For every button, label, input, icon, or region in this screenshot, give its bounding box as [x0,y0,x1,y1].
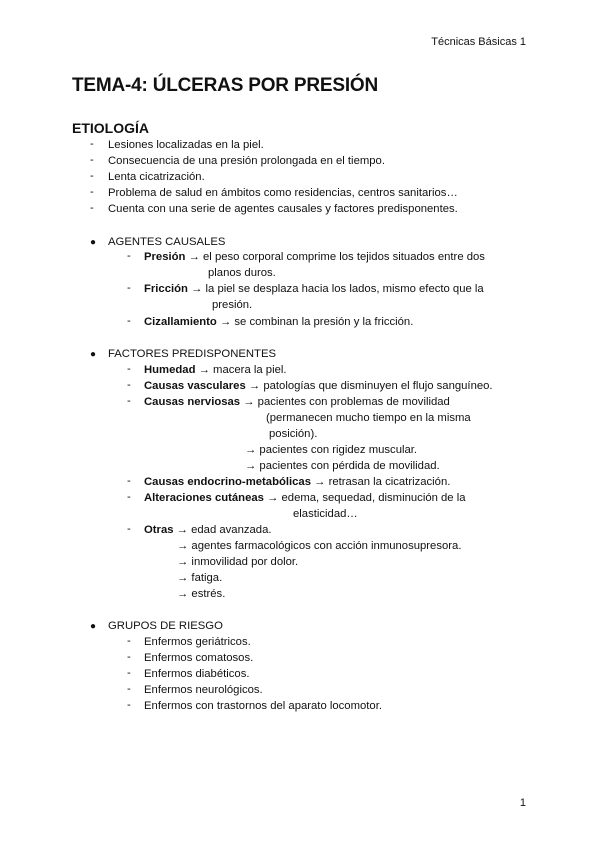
factor-description: → macera la piel. [198,364,287,376]
factor-item-cutaneas [144,490,466,506]
bullet-marker: ● [90,237,97,248]
factor-item-endocrino [144,474,450,490]
list-item: Enfermos neurológicos. [144,684,263,696]
factor-description: → retrasan la cicatrización. [314,476,451,488]
dash-marker: - [127,635,131,647]
factor-term: Causas vasculares [144,380,246,392]
factor-item-nerviosas [144,394,450,410]
bullet-marker: ● [90,349,97,360]
factor-description-continuation: elasticidad… [293,508,358,520]
factor-subitem: → pacientes con pérdida de movilidad. [245,460,440,472]
agent-term: Cizallamiento [144,316,217,328]
dash-marker: - [127,250,131,262]
dash-marker: - [127,379,131,391]
agent-description-continuation: presión. [212,299,253,311]
agent-item-presion [144,249,485,265]
factor-subitem: → pacientes con rigidez muscular. [245,444,418,456]
dash-marker: - [127,651,131,663]
dash-marker: - [127,667,131,679]
document-title: TEMA-4: ÚLCERAS POR PRESIÓN [72,75,379,96]
agent-term: Presión [144,251,186,263]
factor-item-otras [144,522,272,538]
factor-description-continuation: (permanecen mucho tiempo en la misma [266,412,471,424]
agent-item-cizallamiento [144,314,413,330]
dash-marker: - [127,395,131,407]
list-item: Lesiones localizadas en la piel. [108,139,264,151]
agent-description: → la piel se desplaza hacia los lados, mismo efecto que la [191,283,484,295]
list-item: Enfermos con trastornos del aparato locomotor. [144,700,382,712]
dash-marker: - [90,202,94,214]
list-item: Lenta cicatrización. [108,171,205,183]
dash-marker: - [90,170,94,182]
agent-description: → el peso corporal comprime los tejidos situados entre dos [188,251,485,263]
factor-term: Humedad [144,364,196,376]
list-item: Consecuencia de una presión prolongada en el tiempo. [108,155,385,167]
dash-marker: - [127,523,131,535]
factor-term: Alteraciones cutáneas [144,492,264,504]
list-item: Problema de salud en ámbitos como residencias, centros sanitarios… [108,187,458,199]
bullet-marker: ● [90,621,97,632]
dash-marker: - [90,154,94,166]
factor-term: Otras [144,524,174,536]
dash-marker: - [127,363,131,375]
dash-marker: - [127,699,131,711]
dash-marker: - [127,282,131,294]
factor-term: Causas nerviosas [144,396,241,408]
agent-description-continuation: planos duros. [208,267,276,279]
page-number: 1 [519,797,526,809]
page-header: Técnicas Básicas 1 [431,36,526,48]
factor-term: Causas endocrino-metabólicas [144,476,311,488]
section-heading-etiologia: ETIOLOGÍA [72,120,149,136]
factor-item-vasculares [144,378,493,394]
subsection-heading-agentes: AGENTES CAUSALES [108,236,226,248]
factor-description: → patologías que disminuyen el flujo sanguíneo. [248,380,493,392]
factor-subitem: → inmovilidad por dolor. [177,556,299,568]
factor-subitem: → agentes farmacológicos con acción inmunosupresora. [177,540,462,552]
factor-subitem: → estrés. [177,588,226,600]
dash-marker: - [127,683,131,695]
list-item: Enfermos diabéticos. [144,668,250,680]
agent-item-friccion [144,281,484,297]
subsection-heading-factores: FACTORES PREDISPONENTES [108,348,277,360]
factor-description-continuation: posición). [269,428,318,440]
agent-term: Fricción [144,283,188,295]
dash-marker: - [90,138,94,150]
agent-description: → se combinan la presión y la fricción. [219,316,414,328]
factor-description: → edad avanzada. [176,524,272,536]
factor-subitem: → fatiga. [177,572,223,584]
factor-description: → pacientes con problemas de movilidad [243,396,450,408]
list-item: Enfermos comatosos. [144,652,254,664]
list-item: Enfermos geriátricos. [144,636,251,648]
subsection-heading-grupos: GRUPOS DE RIESGO [108,620,223,632]
factor-item-humedad [144,362,287,378]
dash-marker: - [127,475,131,487]
factor-description: → edema, sequedad, disminución de la [267,492,466,504]
dash-marker: - [127,315,131,327]
list-item: Cuenta con una serie de agentes causales y factores predisponentes. [108,203,458,215]
dash-marker: - [127,491,131,503]
dash-marker: - [90,186,94,198]
